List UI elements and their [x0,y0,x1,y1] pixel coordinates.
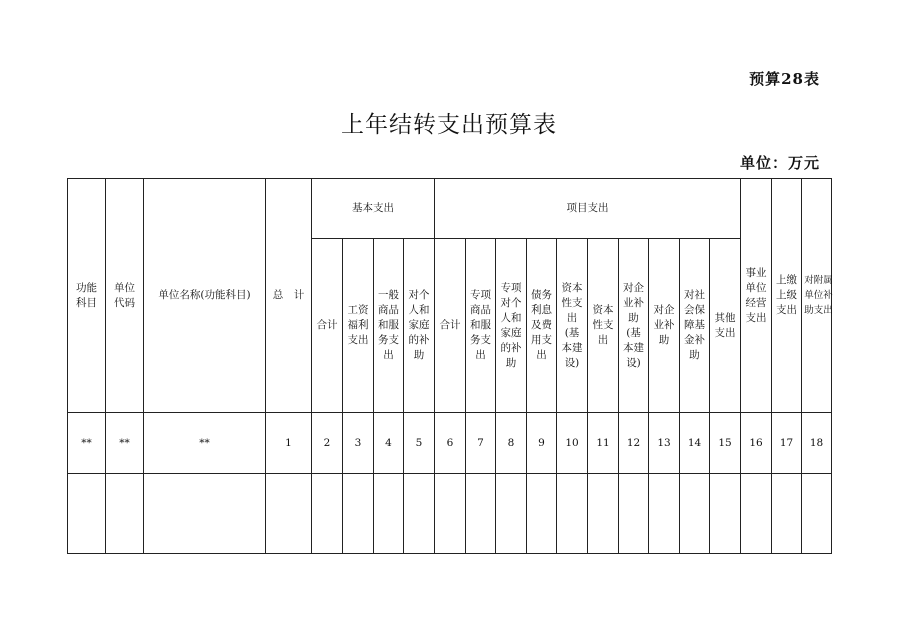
data-cell[interactable] [741,474,772,554]
header-project-enterprise: 对企业补助 [649,239,680,413]
index-cell: 15 [710,413,741,474]
index-cell: 2 [312,413,343,474]
header-extra-business: 事业单位经营支出 [741,179,772,413]
index-cell: ** [144,413,266,474]
data-cell[interactable] [772,474,802,554]
data-cell[interactable] [496,474,527,554]
header-group-project: 项目支出 [435,179,741,239]
index-cell: 11 [588,413,619,474]
index-cell: 3 [343,413,374,474]
data-cell[interactable] [68,474,106,554]
index-cell: 1 [266,413,312,474]
header-basic-households: 对个人和家庭的补助 [404,239,435,413]
data-cell[interactable] [144,474,266,554]
data-cell[interactable] [588,474,619,554]
data-cell[interactable] [680,474,710,554]
header-unit-name: 单位名称(功能科目) [144,179,266,413]
header-project-subtotal: 合计 [435,239,466,413]
index-cell: 16 [741,413,772,474]
data-cell[interactable] [266,474,312,554]
data-cell[interactable] [106,474,144,554]
index-cell: 17 [772,413,802,474]
index-cell: 10 [557,413,588,474]
index-cell: ** [106,413,144,474]
header-project-capital-construction: 资本性支出(基本建设) [557,239,588,413]
header-extra-upper: 上缴上级支出 [772,179,802,413]
header-func-subject: 功能科目 [68,179,106,413]
header-project-debt: 债务利息及费用支出 [527,239,557,413]
index-cell: 14 [680,413,710,474]
data-cell[interactable] [374,474,404,554]
data-cell[interactable] [435,474,466,554]
data-cell[interactable] [312,474,343,554]
index-cell: 4 [374,413,404,474]
index-cell: 9 [527,413,557,474]
header-project-enterprise-construction: 对企业补助(基本建设) [619,239,649,413]
budget-table [67,178,832,554]
data-cell[interactable] [557,474,588,554]
unit-label: 单位：万元 [739,154,820,172]
header-basic-subtotal: 合计 [312,239,343,413]
data-cell[interactable] [466,474,496,554]
index-cell: 13 [649,413,680,474]
data-cell[interactable] [527,474,557,554]
index-cell: 7 [466,413,496,474]
header-project-households: 专项对个人和家庭的补助 [496,239,527,413]
data-cell[interactable] [404,474,435,554]
index-cell: 8 [496,413,527,474]
index-cell: 5 [404,413,435,474]
header-basic-wages: 工资福利支出 [343,239,374,413]
header-project-goods: 专项商品和服务支出 [466,239,496,413]
header-project-capital: 资本性支出 [588,239,619,413]
header-project-other: 其他支出 [710,239,741,413]
form-number: 预算28表 [749,70,820,88]
data-cell[interactable] [649,474,680,554]
index-row [68,413,832,474]
header-total: 总 计 [266,179,312,413]
header-unit-code: 单位代码 [106,179,144,413]
index-cell: 18 [802,413,832,474]
index-cell: 12 [619,413,649,474]
data-cell[interactable] [343,474,374,554]
header-basic-goods: 一般商品和服务支出 [374,239,404,413]
page-title: 上年结转支出预算表 [341,112,557,138]
data-cell[interactable] [619,474,649,554]
data-cell[interactable] [710,474,741,554]
header-extra-affiliate: 对附属单位补助支出 [802,179,832,413]
data-cell[interactable] [802,474,832,554]
index-cell: 6 [435,413,466,474]
index-cell: ** [68,413,106,474]
header-group-basic: 基本支出 [312,179,435,239]
header-project-social-security: 对社会保障基金补助 [680,239,710,413]
empty-data-row [68,474,832,554]
